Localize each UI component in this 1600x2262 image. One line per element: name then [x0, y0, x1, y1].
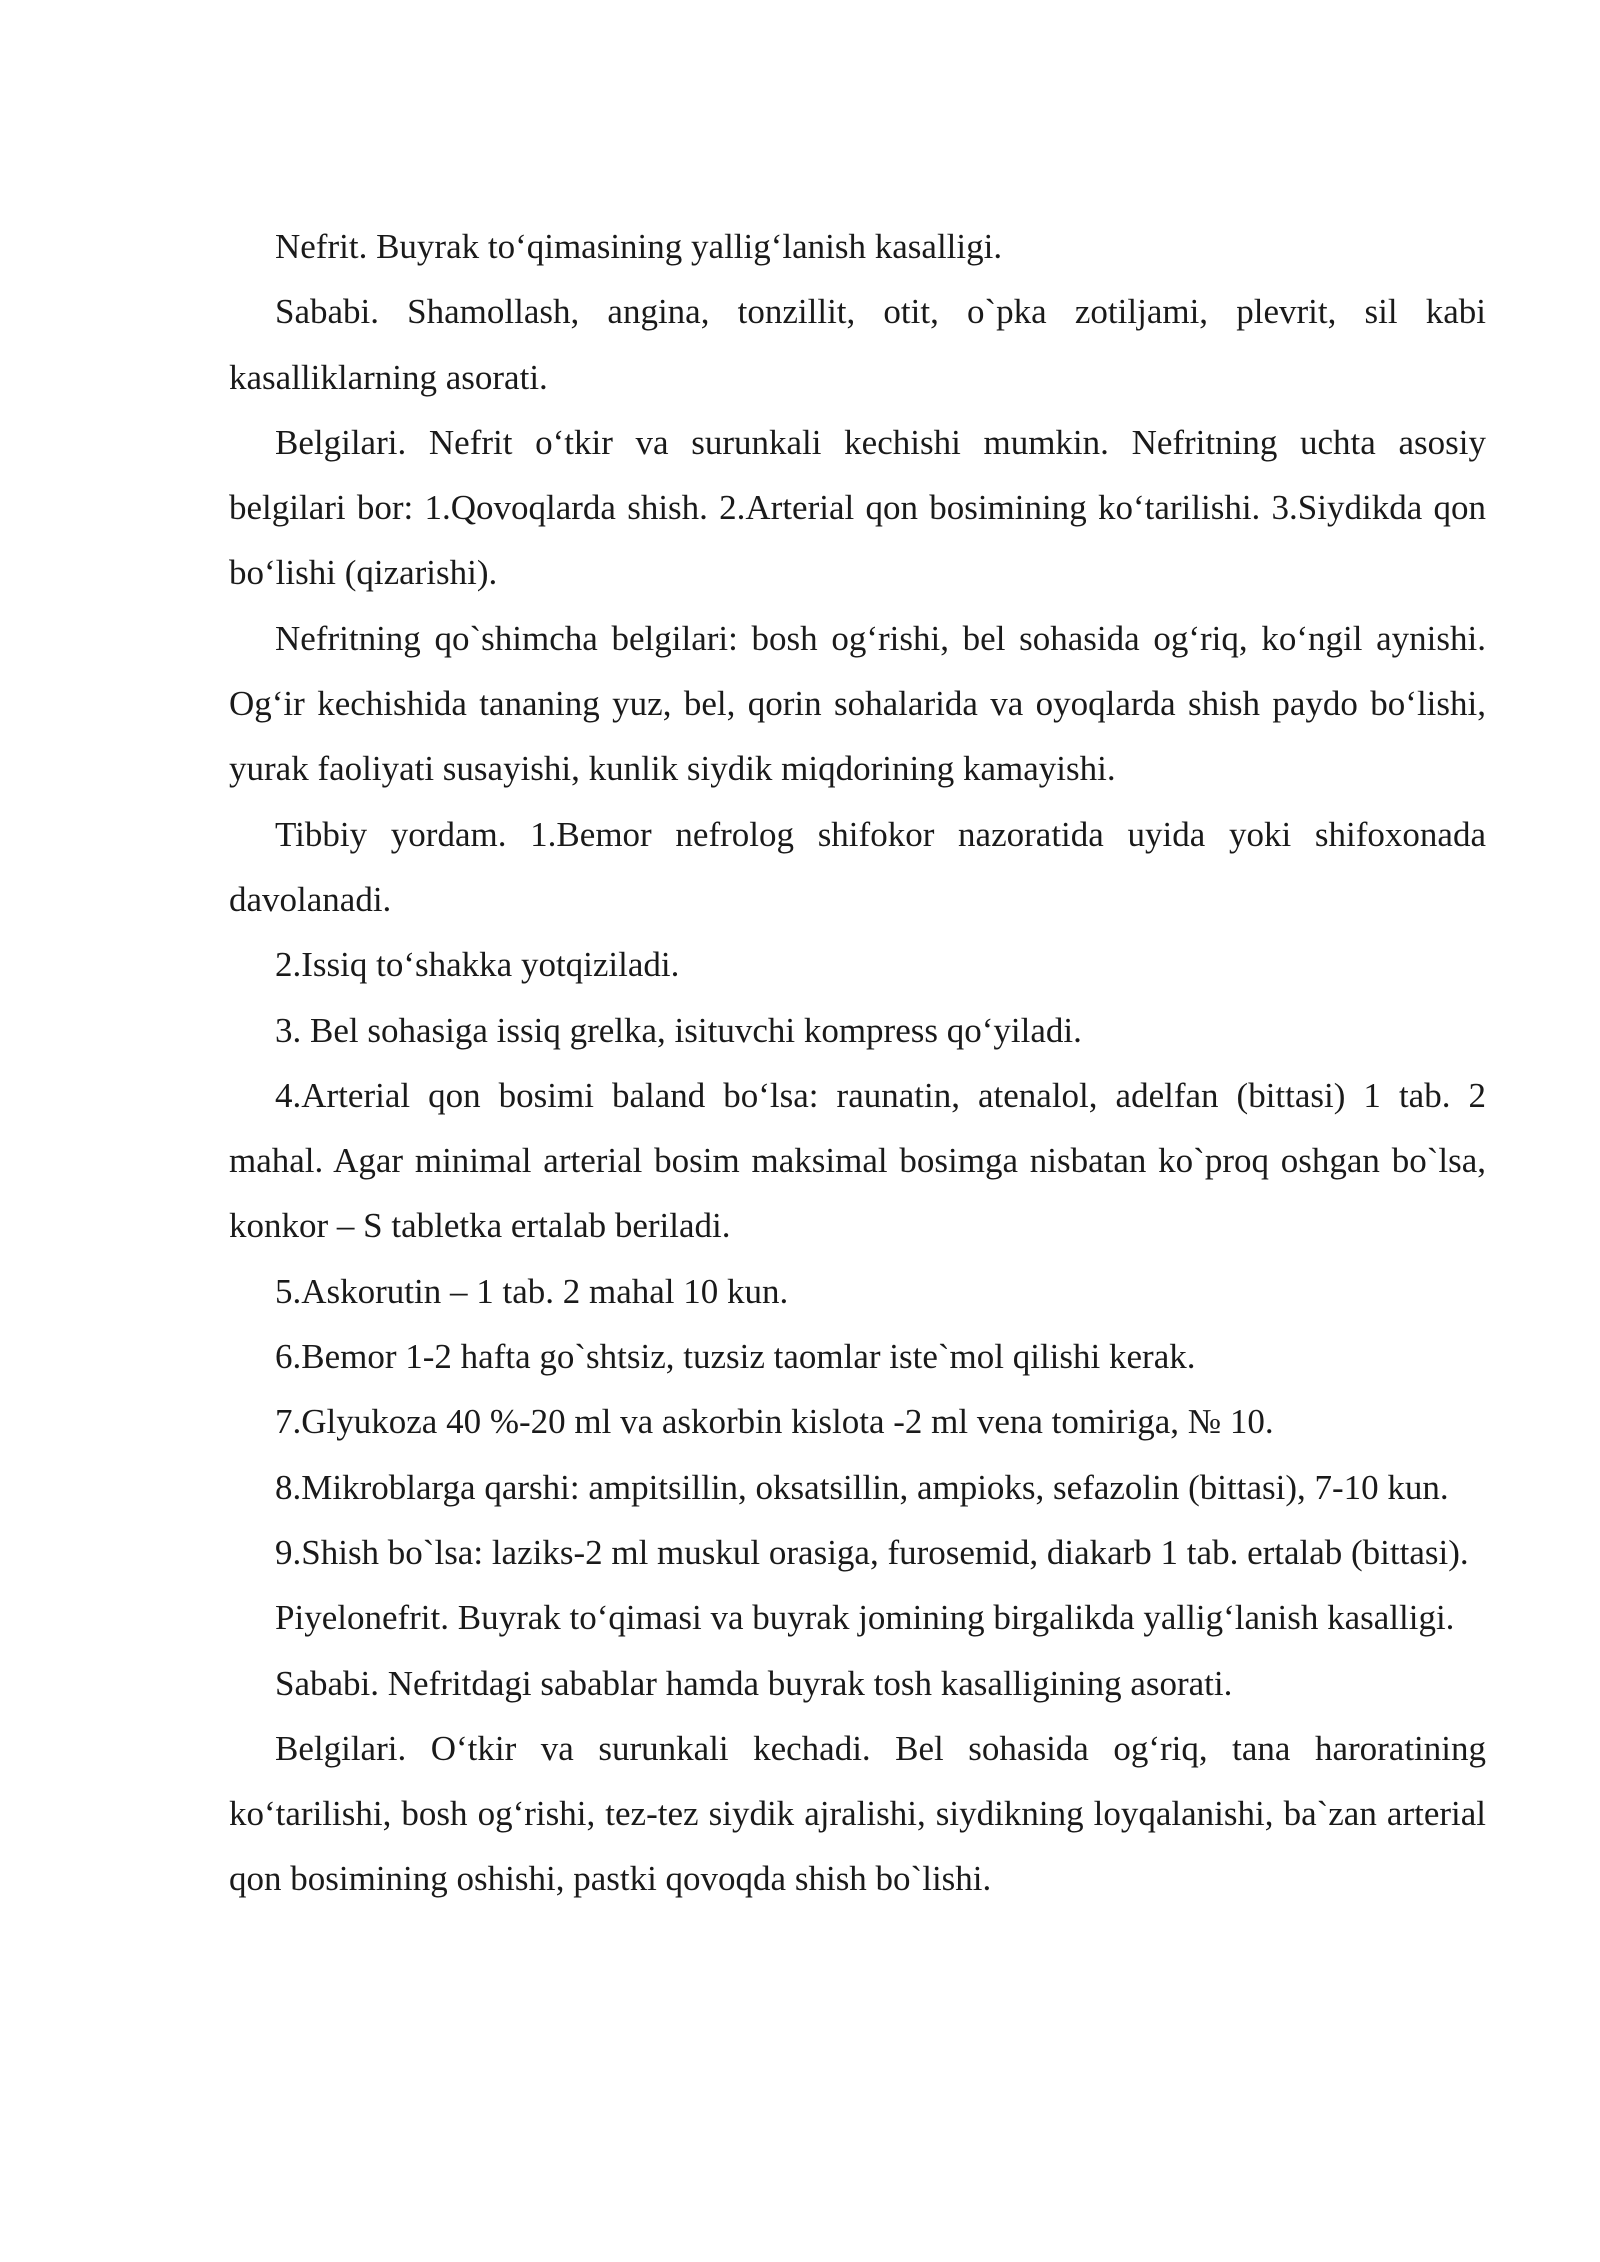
paragraph-nefrit-symptoms: Belgilari. Nefrit o‘tkir va surunkali kechishi mumkin. Nefritning uchta asosiy belgilari bor: 1.Qovoqlarda shish. 2.Arterial qon bosimining ko‘tarilishi. 3.Siydikda qon bo‘lishi (qizarishi). [229, 422, 1486, 593]
document-body [229, 214, 1486, 1912]
paragraph-piyelonefrit-title: Piyelonefrit. Buyrak to‘qimasi va buyrak jomining birgalikda yallig‘lanish kasalligi. [275, 1598, 1455, 1638]
paragraph-piyelonefrit-causes: Sababi. Nefritdagi sabablar hamda buyrak tosh kasalligining asorati. [275, 1663, 1233, 1703]
paragraph-nefrit-causes: Sababi. Shamollash, angina, tonzillit, otit, o`pka zotiljami, plevrit, sil kabi kasalliklarning asorati. [229, 292, 1486, 397]
paragraph-medical-help-7: 7.Glyukoza 40 %-20 ml va askorbin kislota -2 ml vena tomiriga, № 10. [275, 1402, 1274, 1442]
paragraph-medical-help-9: 9.Shish bo`lsa: laziks-2 ml muskul orasiga, furosemid, diakarb 1 tab. ertalab (bittasi). [275, 1532, 1469, 1572]
paragraph-nefrit-extra-symptoms: Nefritning qo`shimcha belgilari: bosh og‘rishi, bel sohasida og‘riq, ko‘ngil aynishi. Og‘ir kechishida tananing yuz, bel, qorin sohalarida va oyoqlarda shish paydo bo‘lishi, yurak faoliyati susayishi, kunlik siydik miqdorining kamayishi. [229, 618, 1486, 789]
paragraph-medical-help-3: 3. Bel sohasiga issiq grelka, isituvchi kompress qo‘yiladi. [275, 1010, 1082, 1050]
paragraph-medical-help-4: 4.Arterial qon bosimi baland bo‘lsa: raunatin, atenalol, adelfan (bittasi) 1 tab. 2 mahal. Agar minimal arterial bosim maksimal bosimga nisbatan ko`proq oshgan bo`lsa, konkor – S tabletka ertalab beriladi. [229, 1075, 1486, 1246]
paragraph-nefrit-title: Nefrit. Buyrak to‘qimasining yallig‘lanish kasalligi. [275, 227, 1003, 266]
paragraph-medical-help-6: 6.Bemor 1-2 hafta go`shtsiz, tuzsiz taomlar iste`mol qilishi kerak. [275, 1337, 1196, 1377]
paragraph-medical-help-1: Tibbiy yordam. 1.Bemor nefrolog shifokor nazoratida uyida yoki shifoxonada davolanadi. [229, 814, 1486, 919]
paragraph-medical-help-8: 8.Mikroblarga qarshi: ampitsillin, oksatsillin, ampioks, sefazolin (bittasi), 7-10 kun. [275, 1467, 1449, 1507]
paragraph-medical-help-5: 5.Askorutin – 1 tab. 2 mahal 10 kun. [275, 1271, 789, 1311]
paragraph-medical-help-2: 2.Issiq to‘shakka yotqiziladi. [275, 945, 680, 985]
paragraph-piyelonefrit-symptoms: Belgilari. O‘tkir va surunkali kechadi. Bel sohasida og‘riq, tana haroratining ko‘tarilishi, bosh og‘rishi, tez-tez siydik ajralishi, siydikning loyqalanishi, ba`zan arterial qon bosimining oshishi, pastki qovoqda shish bo`lishi. [229, 1728, 1486, 1899]
